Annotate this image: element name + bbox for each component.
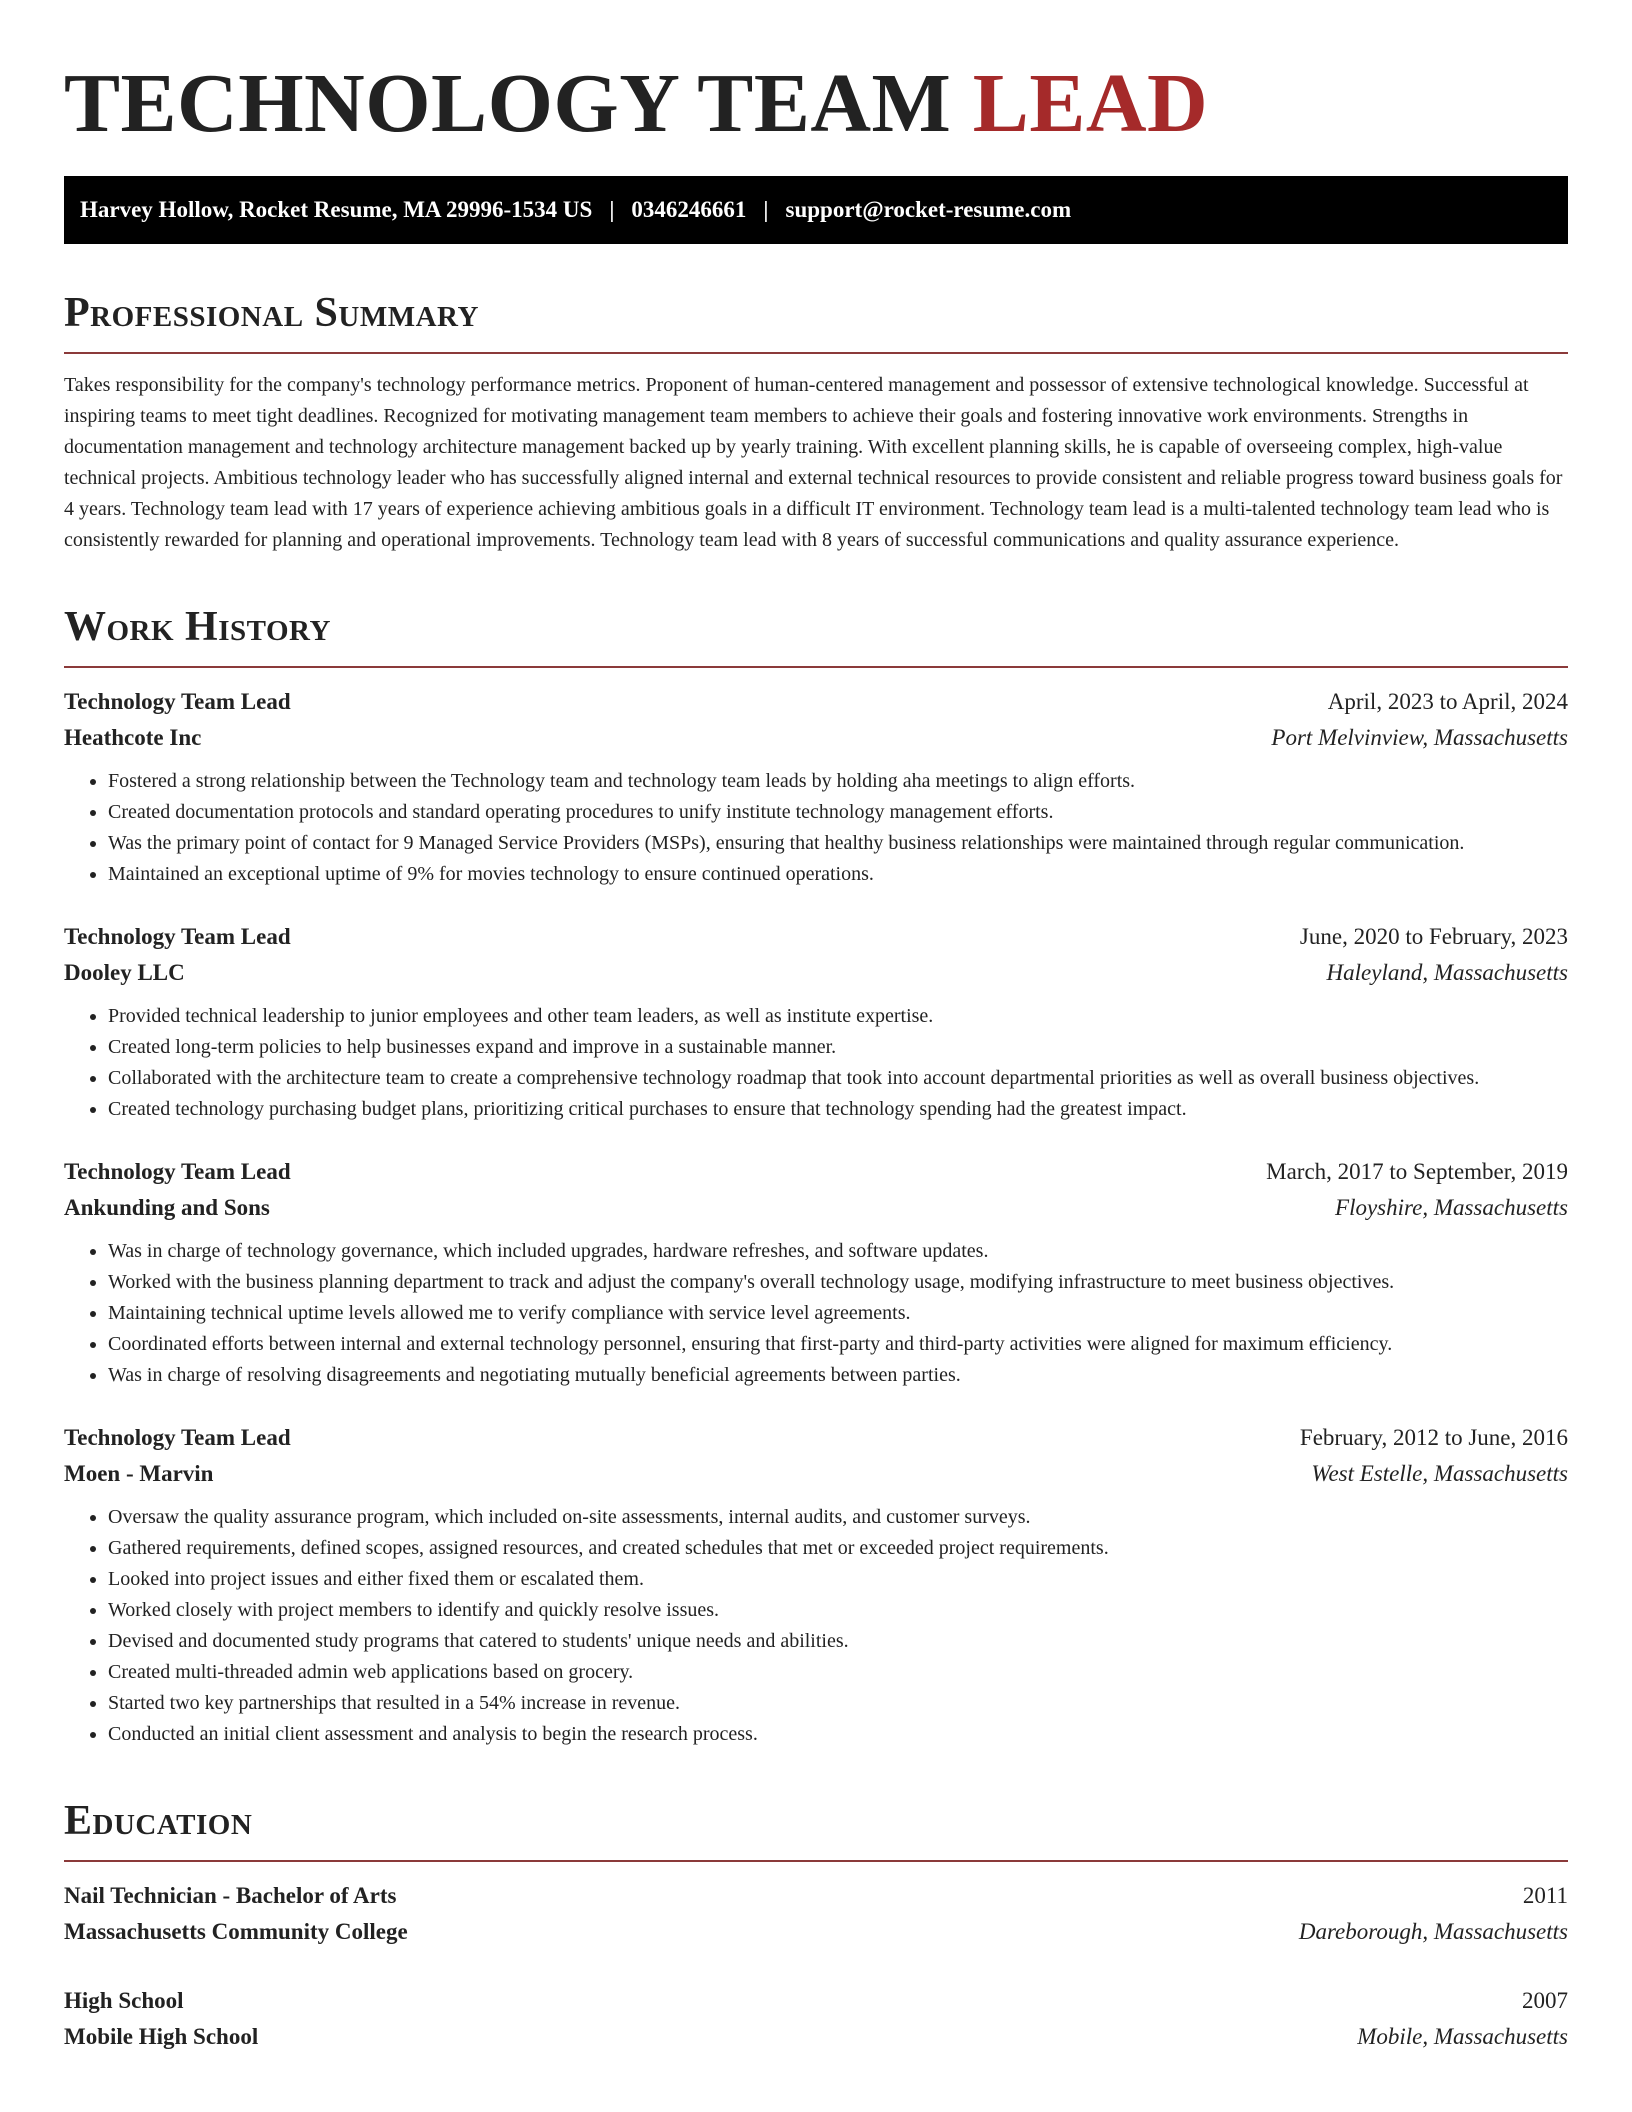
education-location: Mobile, Massachusetts — [1357, 2024, 1568, 2049]
job-bullets — [64, 1001, 1568, 1125]
job-location: West Estelle, Massachusetts — [1311, 1461, 1568, 1486]
contact-phone: 0346246661 — [631, 197, 747, 222]
job-header-row — [64, 919, 1568, 955]
contact-email: support@rocket-resume.com — [785, 197, 1072, 222]
education-school-row — [64, 1914, 1568, 1950]
bullet-item: • Started two key partnerships that resulted in a 54% increase in revenue. — [108, 1688, 1568, 1719]
education-school-row — [64, 2019, 1568, 2055]
education-entry — [64, 1878, 1568, 1950]
contact-separator: | — [609, 197, 615, 222]
title-main: TECHNOLOGY TEAM — [64, 57, 952, 150]
bullet-item: • Fostered a strong relationship between the Technology team and technology team leads by holding aha meetings to align efforts. — [108, 766, 1568, 797]
education-location: Dareborough, Massachusetts — [1298, 1919, 1568, 1944]
job-entry — [64, 1154, 1568, 1391]
education-heading: Education — [64, 1798, 253, 1844]
bullet-item: • Maintaining technical uptime levels allowed me to verify compliance with service level agreements. — [108, 1298, 1568, 1329]
job-dates: April, 2023 to April, 2024 — [1327, 689, 1568, 714]
bullet-item: • Created long-term policies to help businesses expand and improve in a sustainable manner. — [108, 1032, 1568, 1063]
bullet-item: • Oversaw the quality assurance program, which included on-site assessments, internal audits, and customer surveys. — [108, 1502, 1568, 1533]
contact-separator: | — [763, 197, 769, 222]
job-entry — [64, 919, 1568, 1125]
job-title: Technology Team Lead — [64, 1159, 291, 1184]
job-dates: February, 2012 to June, 2016 — [1299, 1425, 1568, 1450]
summary-text: Takes responsibility for the company's technology performance metrics. Proponent of human-centered management and possessor of extensive technological knowledge. Successful at inspiring teams to meet tight deadlines. Recognized for motivating management team members to achieve their goals and fostering innovative work environments. Strengths in documentation management and technology architecture management backed up by yearly training. With excellent planning skills, he is capable of overseeing complex, high-value technical projects. Ambitious technology leader who has successfully aligned internal and external technical resources to provide consistent and reliable progress toward business goals for 4 years. Technology team lead with 17 years of experience achieving ambitious goals in a difficult IT environment. Technology team lead is a multi-talented technology team lead who is consistently rewarded for planning and operational improvements. Technology team lead with 8 years of successful communications and quality assurance experience. — [64, 374, 1563, 551]
job-header-row — [64, 684, 1568, 720]
bullet-item: • Collaborated with the architecture team to create a comprehensive technology roadmap that took into account departmental priorities as well as overall business objectives. — [108, 1063, 1568, 1094]
bullet-item: • Maintained an exceptional uptime of 9% for movies technology to ensure continued operations. — [108, 859, 1568, 890]
education-school: Massachusetts Community College — [64, 1919, 408, 1944]
bullet-item: • Looked into project issues and either fixed them or escalated them. — [108, 1564, 1568, 1595]
job-company: Heathcote Inc — [64, 725, 202, 750]
bullet-item: • Was the primary point of contact for 9 Managed Service Providers (MSPs), ensuring that healthy business relationships were maintained through regular communication. — [108, 828, 1568, 859]
job-company-row — [64, 1456, 1568, 1492]
job-entry — [64, 1420, 1568, 1750]
bullet-item: • Was in charge of technology governance, which included upgrades, hardware refreshes, and software updates. — [108, 1236, 1568, 1267]
resume-title — [64, 56, 1568, 152]
job-title: Technology Team Lead — [64, 924, 291, 949]
work-history-section — [64, 602, 1568, 1750]
bullet-item: • Gathered requirements, defined scopes, assigned resources, and created schedules that met or exceeded project requirements. — [108, 1533, 1568, 1564]
job-dates: June, 2020 to February, 2023 — [1299, 924, 1568, 949]
title-accent: LEAD — [972, 57, 1209, 150]
job-location: Port Melvinview, Massachusetts — [1271, 725, 1568, 750]
section-divider — [64, 666, 1568, 668]
education-year: 2007 — [1522, 1988, 1568, 2013]
job-location: Floyshire, Massachusetts — [1335, 1195, 1568, 1220]
bullet-item: • Coordinated efforts between internal and external technology personnel, ensuring that first-party and third-party activities were aligned for maximum efficiency. — [108, 1329, 1568, 1360]
bullet-item: • Was in charge of resolving disagreements and negotiating mutually beneficial agreements between parties. — [108, 1360, 1568, 1391]
summary-section — [64, 288, 1568, 556]
job-bullets — [64, 766, 1568, 890]
job-header-row — [64, 1420, 1568, 1456]
bullet-item: • Worked with the business planning department to track and adjust the company's overall technology usage, modifying infrastructure to meet business objectives. — [108, 1267, 1568, 1298]
summary-heading: Professional Summary — [64, 290, 479, 336]
job-company-row — [64, 720, 1568, 756]
education-section — [64, 1796, 1568, 2055]
education-degree: Nail Technician - Bachelor of Arts — [64, 1883, 397, 1908]
bullet-item: • Provided technical leadership to junior employees and other team leaders, as well as institute expertise. — [108, 1001, 1568, 1032]
education-school: Mobile High School — [64, 2024, 259, 2049]
bullet-item: • Created documentation protocols and standard operating procedures to unify institute technology management efforts. — [108, 797, 1568, 828]
education-entry — [64, 1983, 1568, 2055]
job-dates: March, 2017 to September, 2019 — [1266, 1159, 1568, 1184]
job-company: Ankunding and Sons — [64, 1195, 270, 1220]
bullet-item: • Conducted an initial client assessment and analysis to begin the research process. — [108, 1719, 1568, 1750]
job-title: Technology Team Lead — [64, 689, 291, 714]
job-header-row — [64, 1154, 1568, 1190]
education-degree-row — [64, 1983, 1568, 2019]
bullet-item: • Created technology purchasing budget plans, prioritizing critical purchases to ensure that technology spending had the greatest impact. — [108, 1094, 1568, 1125]
bullet-item: • Worked closely with project members to identify and quickly resolve issues. — [108, 1595, 1568, 1626]
section-divider — [64, 1860, 1568, 1862]
job-company-row — [64, 955, 1568, 991]
section-divider — [64, 352, 1568, 354]
job-location: Haleyland, Massachusetts — [1326, 960, 1568, 985]
bullet-item: • Devised and documented study programs that catered to students' unique needs and abilities. — [108, 1626, 1568, 1657]
work-history-heading: Work History — [64, 604, 331, 650]
education-degree: High School — [64, 1988, 184, 2013]
job-bullets — [64, 1502, 1568, 1750]
education-degree-row — [64, 1878, 1568, 1914]
job-entry — [64, 684, 1568, 890]
job-company: Moen - Marvin — [64, 1461, 214, 1486]
job-company: Dooley LLC — [64, 960, 185, 985]
contact-address: Harvey Hollow, Rocket Resume, MA 29996-1534 US — [80, 197, 593, 222]
bullet-item: • Created multi-threaded admin web applications based on grocery. — [108, 1657, 1568, 1688]
job-company-row — [64, 1190, 1568, 1226]
contact-bar — [64, 176, 1568, 244]
job-bullets — [64, 1236, 1568, 1391]
job-title: Technology Team Lead — [64, 1425, 291, 1450]
education-year: 2011 — [1522, 1883, 1568, 1908]
